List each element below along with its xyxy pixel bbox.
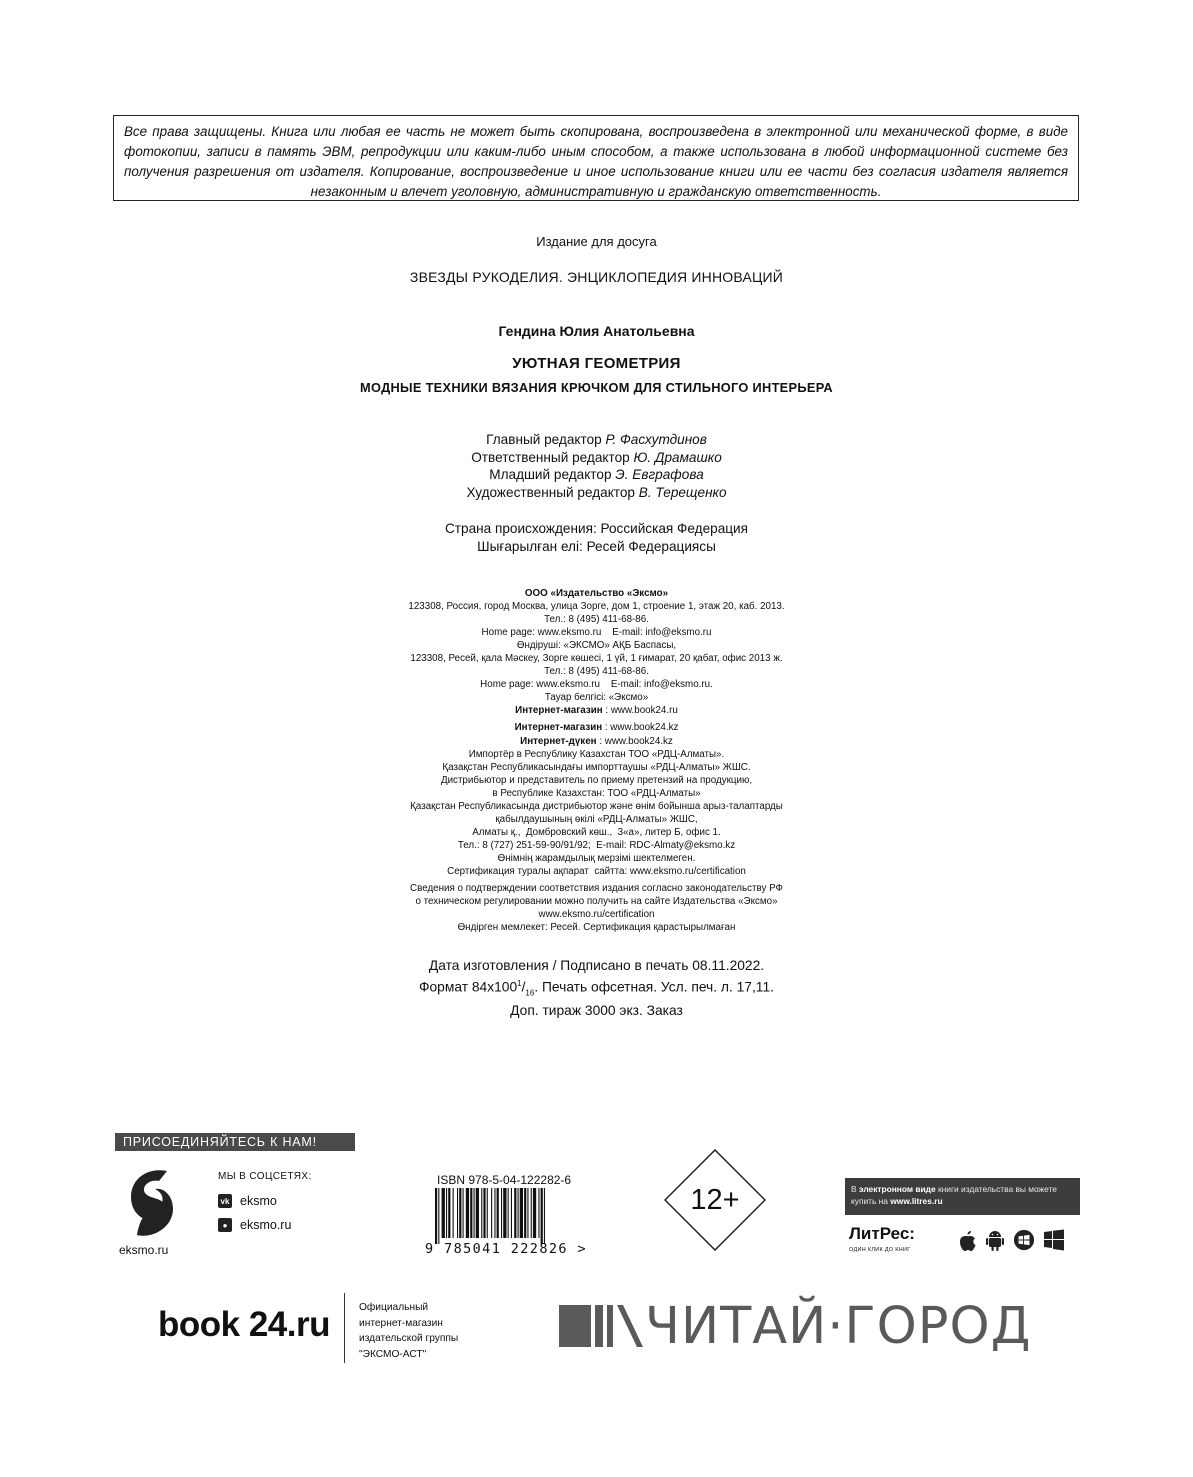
barcode-icon xyxy=(433,1188,591,1244)
shop-value: : www.book24.ru xyxy=(602,705,678,717)
eksmo-logo-icon xyxy=(127,1165,177,1237)
book-title: УЮТНАЯ ГЕОМЕТРИЯ xyxy=(512,355,681,372)
editors-list xyxy=(0,431,1193,501)
rights-notice-text: Все права защищены. Книга или любая ее часть не может быть скопирована, воспроизведена в электронной или механической форме, в виде фотокопии, записи в память ЭВМ, репродукции или каким-либо иным способом, а также использована в любой информационной системе без получения разрешения от издателя. Копирование, воспроизведение и иное использование книги или ее части без согласия издателя является незаконным и влечет уголовную, административную и гражданскую ответственность. xyxy=(124,124,1068,199)
editor-role: Ответственный редактор xyxy=(471,449,630,465)
barcode-bar xyxy=(448,1188,450,1238)
barcode-bar xyxy=(508,1188,509,1238)
format-sup: 1 xyxy=(517,979,522,988)
barcode-bar xyxy=(453,1188,454,1238)
litres-text-bold: электронном виде xyxy=(858,1184,936,1194)
editor-name: Р. Фасхутдинов xyxy=(605,432,707,447)
imprint-line xyxy=(0,735,1193,748)
editor-role: Главный редактор xyxy=(486,432,602,447)
barcode-bar xyxy=(435,1188,437,1244)
edition-type: Издание для досуга xyxy=(536,234,657,249)
editor-line xyxy=(0,431,1193,449)
imprint-line: Алматы қ., Домбровский көш., 3«а», литер Б, офис 1. xyxy=(472,826,721,838)
barcode-bar xyxy=(463,1188,464,1238)
imprint-line: Дистрибьютор и представитель по приему претензий на продукцию, xyxy=(440,774,753,786)
barcode-bar xyxy=(520,1188,523,1238)
editor-line xyxy=(0,484,1193,502)
android-icon[interactable] xyxy=(985,1228,1005,1252)
imprint-line: Қазақстан Республикасындағы импорттаушы «РДЦ-Алматы» ЖШС. xyxy=(442,761,751,773)
production-run: Доп. тираж 3000 экз. Заказ xyxy=(510,1003,683,1019)
imprint-line: Тел.: 8 (727) 251-59-90/91/92; E-mail: RDC-Almaty@eksmo.kz xyxy=(457,839,736,851)
imprint-line: Тел.: 8 (495) 411-68-86. xyxy=(544,614,649,626)
chitai-gorod-wordmark: ЧИТАЙ·ГОРОД xyxy=(645,1296,1032,1356)
apple-icon[interactable] xyxy=(957,1228,977,1252)
imprint-line: Сертификация туралы ақпарат сайтта: www.eksmo.ru/certification xyxy=(447,865,746,877)
join-banner: ПРИСОЕДИНЯЙТЕСЬ К НАМ! xyxy=(115,1133,355,1151)
social-ok[interactable] xyxy=(218,1218,291,1232)
imprint-line: Өнімнің жарамдылық мерзімі шектелмеген. xyxy=(497,852,696,864)
barcode-bar xyxy=(474,1188,475,1238)
barcode-bar xyxy=(503,1188,506,1238)
barcode-bar xyxy=(518,1188,519,1238)
imprint-line: Home page: www.eksmo.ru E-mail: info@eksmo.ru xyxy=(481,627,712,639)
imprint-line: Өндіруші: «ЭКСМО» АҚБ Баспасы, xyxy=(516,640,677,652)
imprint-line: Қазақстан Республикасында дистрибьютор және өнім бойынша арыз-талаптарды xyxy=(410,800,783,812)
ok-icon: ● xyxy=(218,1218,232,1232)
social-header: МЫ В СОЦСЕТЯХ: xyxy=(218,1171,312,1182)
barcode-bar xyxy=(514,1188,516,1238)
origin-kz: Шығарылған елі: Ресей Федерациясы xyxy=(477,539,716,554)
litres-text: В xyxy=(851,1184,859,1194)
origin-ru: Страна происхождения: Российская Федерация xyxy=(444,521,749,536)
book24-desc-line: издательской группы xyxy=(359,1333,459,1344)
shop-label: Интернет-дүкен xyxy=(520,735,597,747)
imprint-line: Импортёр в Республику Казахстан ТОО «РДЦ-Алматы». xyxy=(468,748,725,760)
author-name: Гендина Юлия Анатольевна xyxy=(498,323,695,339)
litres-tagline: ОДИН КЛИК ДО КНИГ xyxy=(849,1247,911,1253)
vk-icon: vk xyxy=(218,1194,232,1208)
production-block xyxy=(0,957,1193,1020)
barcode-bar xyxy=(487,1188,488,1238)
origin-block xyxy=(0,520,1193,556)
imprint-line: www.eksmo.ru/certification xyxy=(538,909,655,921)
production-date: Дата изготовления / Подписано в печать 08.11.2022. xyxy=(428,958,765,973)
shop-value: : www.book24.kz xyxy=(602,722,679,734)
imprint-line: о техническом регулировании можно получить на сайте Издательства «Эксмо» xyxy=(415,896,778,908)
barcode-bar xyxy=(531,1188,532,1238)
imprint-line: 123308, Россия, город Москва, улица Зорге, дом 1, строение 1, этаж 20, каб. 2013. xyxy=(408,601,785,613)
editor-role: Младший редактор xyxy=(489,467,612,482)
windows-icon[interactable] xyxy=(1043,1228,1065,1252)
litres-banner[interactable] xyxy=(845,1178,1080,1215)
imprint-line: Сведения о подтверждении соответствия издания согласно законодательству РФ xyxy=(410,883,783,895)
editor-line xyxy=(0,449,1193,467)
book24-desc-line: "ЭКСМО-АСТ" xyxy=(359,1348,427,1360)
format-slash: / xyxy=(521,979,526,995)
social-vk[interactable] xyxy=(218,1194,277,1208)
publisher-name: ООО «Издательство «Эксмо» xyxy=(524,588,669,599)
production-format xyxy=(0,975,1193,1002)
imprint-line: Home page: www.eksmo.ru E-mail: info@eksmo.ru. xyxy=(480,679,713,691)
isbn-label: ISBN 978-5-04-122282-6 xyxy=(437,1173,572,1187)
litres-logo[interactable]: ЛитРес: xyxy=(849,1224,915,1243)
imprint-line: в Республике Казахстан: ТОО «РДЦ-Алматы» xyxy=(492,787,701,799)
social-vk-label: eksmo xyxy=(240,1194,277,1208)
age-rating: 12+ xyxy=(690,1183,740,1216)
shop-label: Интернет-магазин xyxy=(515,705,603,717)
format-text: . Печать офсетная. Усл. печ. л. 17,11. xyxy=(534,979,774,995)
barcode-bar xyxy=(457,1188,458,1238)
imprint-block xyxy=(0,587,1193,934)
shop-label: Интернет-магазин xyxy=(514,722,603,734)
imprint-line: Тел.: 8 (495) 411-68-86. xyxy=(544,666,649,678)
format-text: Формат 84x100 xyxy=(419,979,518,995)
barcode-bar xyxy=(438,1188,439,1244)
book24-desc-line: Официальный xyxy=(359,1302,429,1313)
litres-text: книги издательства вы можете купить на xyxy=(851,1184,1057,1206)
barcode-bar xyxy=(497,1188,499,1238)
series-title: ЗВЕЗДЫ РУКОДЕЛИЯ. ЭНЦИКЛОПЕДИЯ ИННОВАЦИЙ xyxy=(409,269,784,285)
barcode-number: 9 785041 222826 > xyxy=(425,1241,587,1257)
divider xyxy=(344,1293,345,1363)
barcode-bar xyxy=(501,1188,502,1238)
chitai-gorod-mark-icon xyxy=(559,1303,643,1349)
editor-line xyxy=(0,466,1193,484)
platform-icons xyxy=(957,1228,1065,1252)
imprint-line xyxy=(0,704,1193,717)
eksmo-url[interactable]: eksmo.ru xyxy=(119,1243,169,1257)
shop-value: : www.book24.kz xyxy=(596,735,673,747)
barcode-bar xyxy=(481,1188,482,1238)
format-sub: 16 xyxy=(525,988,535,998)
editor-role: Художественный редактор xyxy=(466,484,635,500)
editor-name: Э. Евграфова xyxy=(615,467,704,482)
barcode-bar xyxy=(533,1188,536,1238)
barcode-bar xyxy=(538,1188,539,1238)
barcode-bar xyxy=(470,1188,472,1238)
social-ok-label: eksmo.ru xyxy=(240,1218,292,1232)
barcode-bar xyxy=(511,1188,512,1238)
barcode-bar xyxy=(476,1188,479,1238)
book24-desc-line: интернет-магазин xyxy=(359,1317,443,1329)
chitai-gorod-logo[interactable] xyxy=(559,1298,1032,1354)
book24-logo[interactable]: book 24.ru xyxy=(158,1305,330,1344)
editor-name: Ю. Драмашко xyxy=(633,449,722,465)
imprint-line: Тауар белгісі: «Эксмо» xyxy=(544,692,649,704)
litres-url: www.litres.ru xyxy=(890,1196,943,1206)
barcode-bar xyxy=(466,1188,469,1238)
book-subtitle: МОДНЫЕ ТЕХНИКИ ВЯЗАНИЯ КРЮЧКОМ ДЛЯ СТИЛЬНОГО ИНТЕРЬЕРА xyxy=(360,380,833,395)
barcode-bar xyxy=(483,1188,485,1238)
barcode-bar xyxy=(491,1188,492,1238)
imprint-line: Өндірген мемлекет: Ресей. Сертификация қарастырылмаған xyxy=(457,922,736,934)
book24-description xyxy=(359,1300,458,1362)
barcode-bar xyxy=(524,1188,526,1238)
editor-name: В. Терещенко xyxy=(638,484,727,500)
age-rating-badge xyxy=(664,1149,766,1251)
rights-notice xyxy=(113,115,1079,201)
barcode-bar xyxy=(527,1188,528,1238)
windows-phone-icon[interactable] xyxy=(1013,1228,1035,1252)
barcode-bar xyxy=(442,1188,445,1238)
imprint-line: қабылдаушының өкілі «РДЦ-Алматы» ЖШС, xyxy=(495,813,698,825)
barcode-bar xyxy=(446,1188,447,1238)
imprint-line xyxy=(0,721,1193,734)
barcode-bar xyxy=(494,1188,495,1238)
barcode-bar xyxy=(541,1188,543,1244)
barcode-bar xyxy=(544,1188,545,1244)
barcode-bar xyxy=(459,1188,461,1238)
imprint-line: 123308, Ресей, қала Мәскеу, Зорге көшесі, 1 үй, 1 ғимарат, 20 қабат, офис 2013 ж. xyxy=(410,653,783,665)
